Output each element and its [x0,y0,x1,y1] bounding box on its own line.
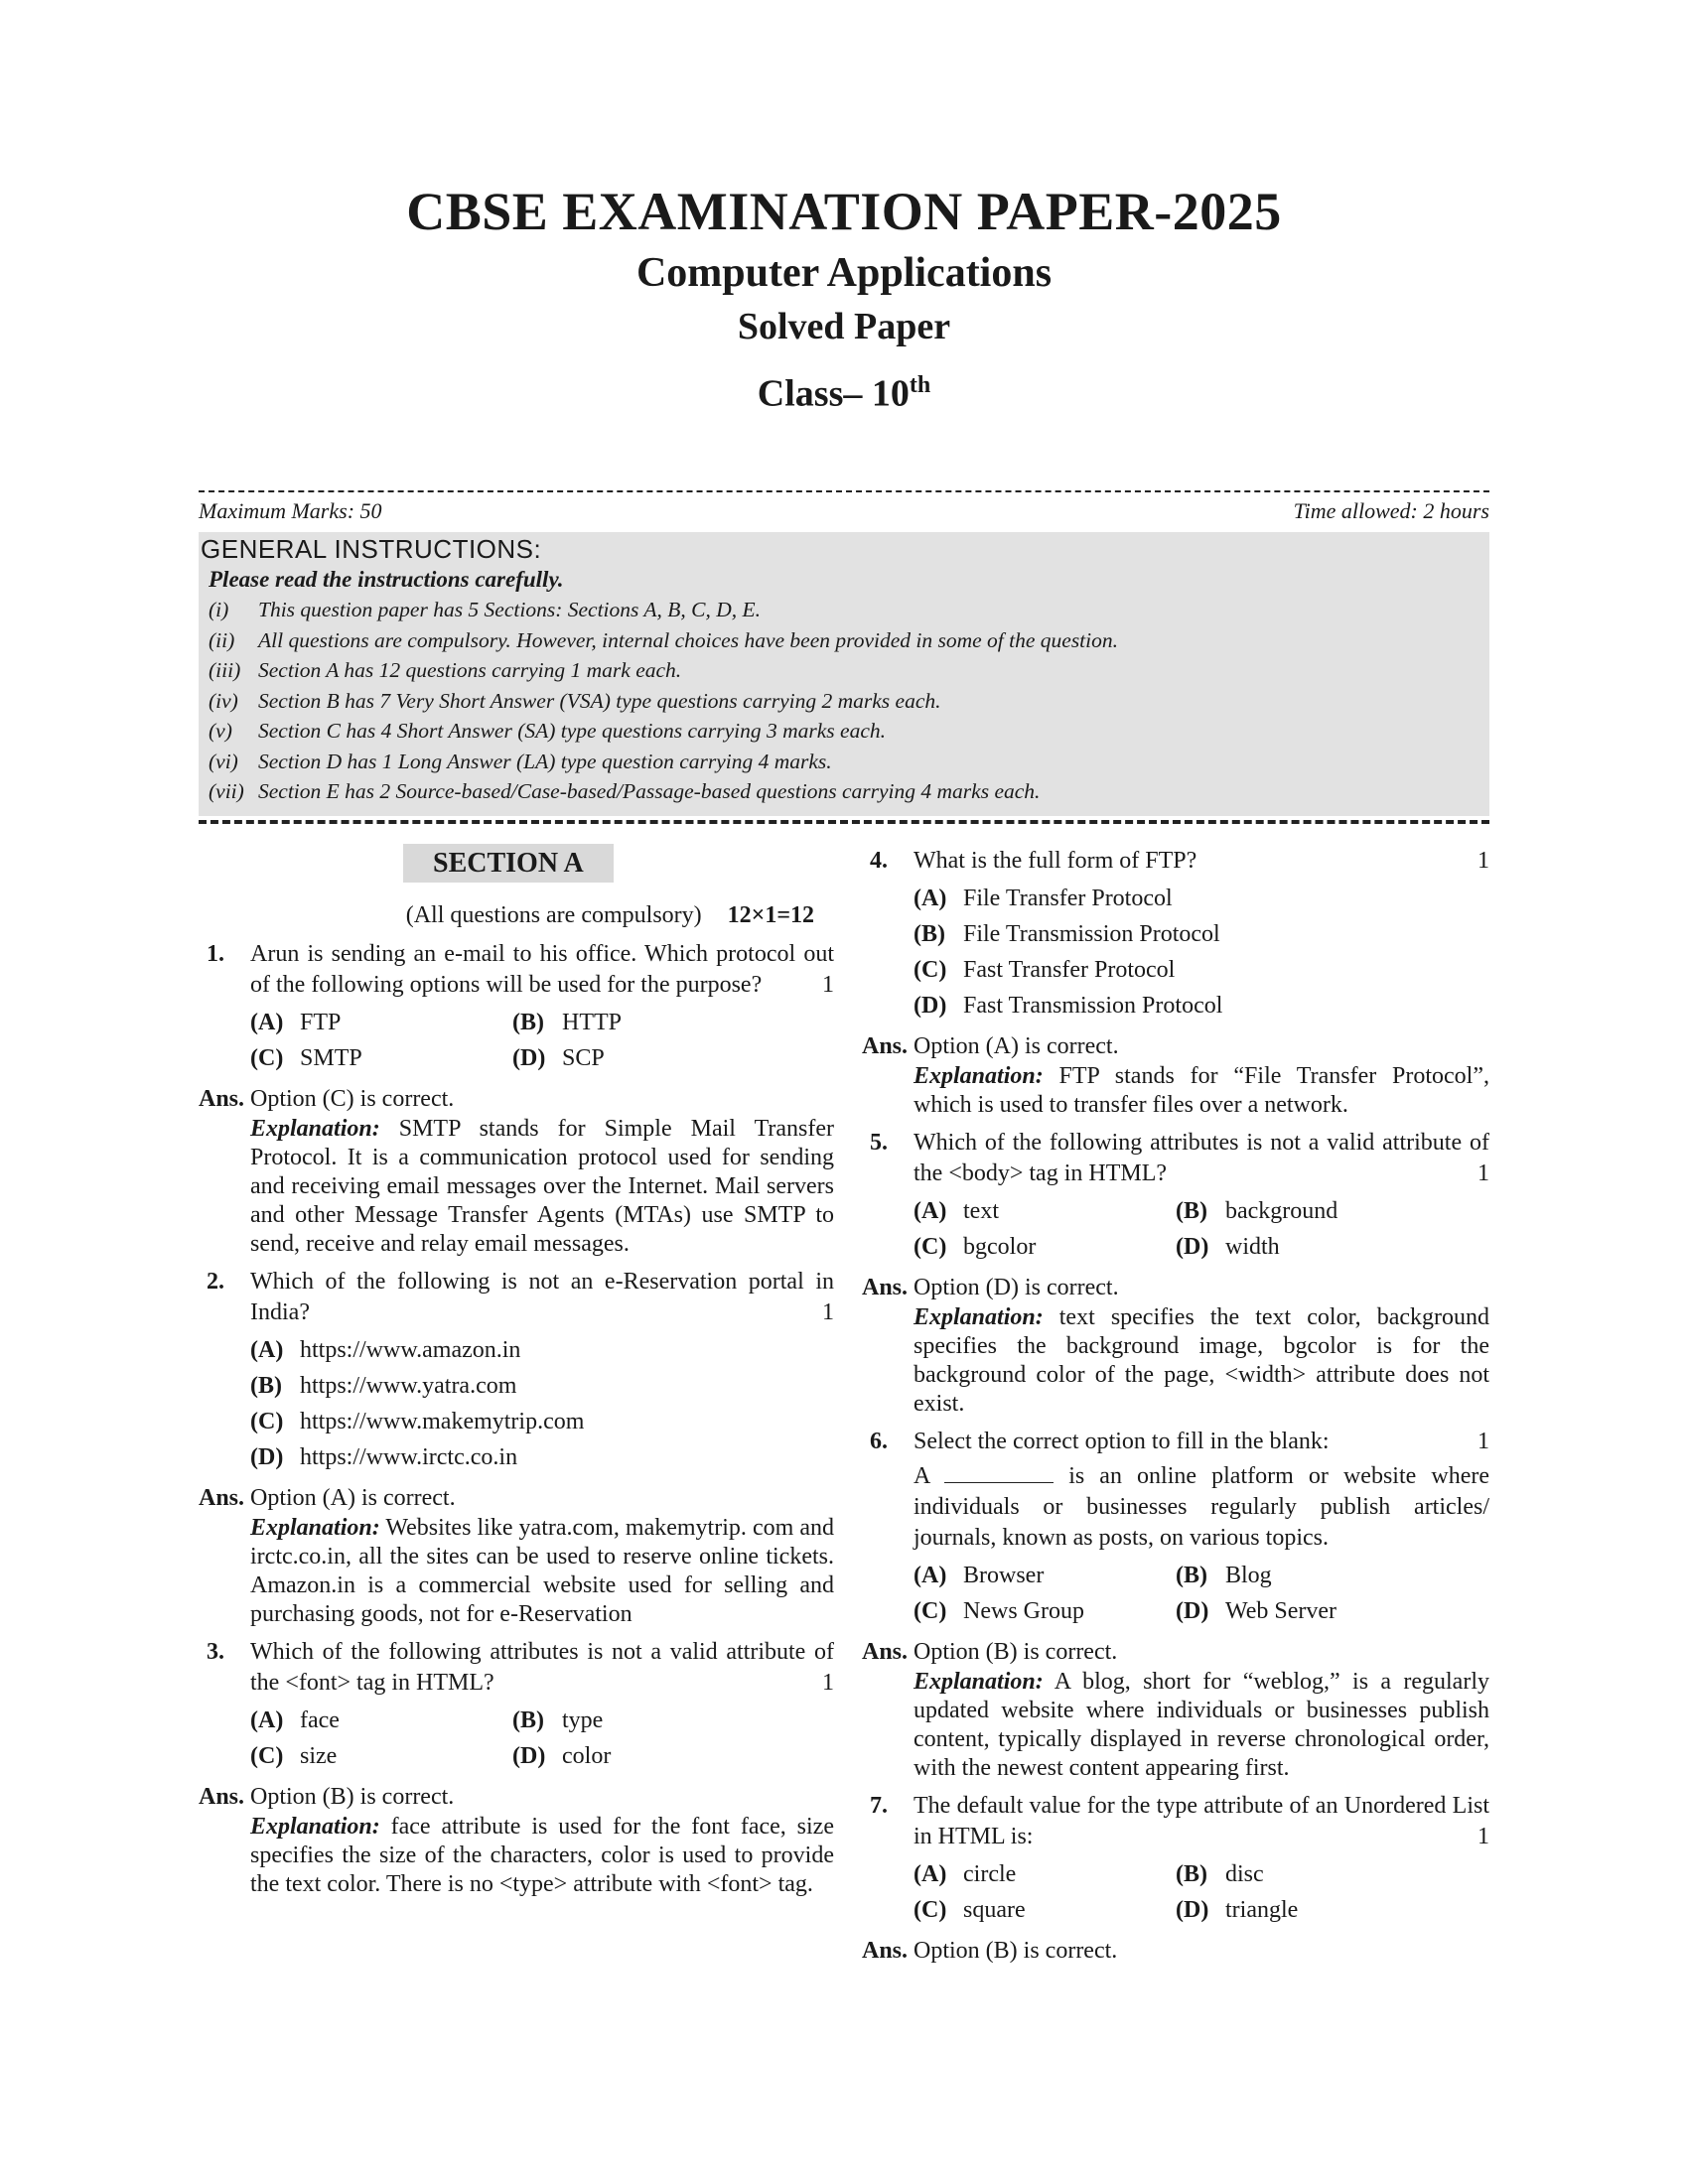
question [862,1427,1489,1629]
question-mark: 1 [1477,848,1489,874]
option-row [914,1856,1489,1892]
option [250,1404,834,1439]
options [250,1703,834,1774]
instruction-item [199,776,1489,807]
option [250,1368,834,1404]
answer-label: Ans. [862,1033,909,1059]
question-text [914,1427,1489,1457]
option [512,1040,774,1076]
option-letter: (D) [512,1045,546,1071]
answer-text: Option (A) is correct. [250,1485,456,1511]
answer-text: Option (D) is correct. [914,1275,1119,1300]
question-body: The default value for the type attribute of an Unordered List in HTML is: [914,1793,1489,1849]
option-text: disc [1225,1861,1264,1887]
question-number: 1. [207,941,224,967]
option-letter: (A) [250,1010,284,1035]
question-mark: 1 [1477,1429,1489,1454]
question-text [250,939,834,1001]
explanation [250,1813,834,1899]
right-column [862,846,1489,1975]
answer-label: Ans. [862,1639,909,1665]
answer [199,1483,834,1629]
option [914,916,1489,952]
option-letter: (B) [1176,1198,1207,1224]
option-letter: (B) [512,1707,544,1733]
question-number: 4. [870,848,888,874]
option-text: News Group [963,1598,1084,1624]
option-text: bgcolor [963,1234,1037,1260]
top-divider [199,490,1489,492]
option [1176,1229,1438,1265]
question [199,1637,834,1774]
question-mark: 1 [822,1670,834,1696]
answer-label: Ans. [199,1086,245,1112]
question-body: What is the full form of FTP? [914,848,1197,874]
option-text: background [1225,1198,1338,1224]
option [914,952,1489,988]
option [914,1558,1176,1593]
option-text: size [300,1743,338,1769]
option-row [250,1005,834,1040]
question-fill-text [914,1461,1489,1554]
instruction-text: Section E has 2 Source-based/Case-based/Passage-based questions carrying 4 marks each. [258,779,1041,803]
option-text: https://www.yatra.com [300,1373,517,1399]
option [914,1593,1176,1629]
section-note-text: (All questions are compulsory) [405,902,702,928]
instructions-read-note: Please read the instructions carefully. [209,567,564,592]
option-row [914,1558,1489,1593]
option-row [250,1703,834,1738]
option [914,1892,1176,1928]
paper-type: Solved Paper [737,306,951,347]
option-row [914,1593,1489,1629]
option [1176,1593,1438,1629]
instruction-number: (v) [209,719,232,743]
question [199,939,834,1076]
options [250,1332,834,1475]
question-mark: 1 [1477,1160,1489,1186]
instruction-item [199,686,1489,717]
question-number: 6. [870,1429,888,1454]
option-letter: (C) [914,957,947,983]
option-letter: (C) [914,1897,947,1923]
question-text [914,846,1489,877]
question [199,1267,834,1475]
option [512,1738,774,1774]
explanation-text: SMTP stands for Simple Mail Transfer Protocol. It is a communication protocol used for sending and receiving email messages over the Internet. Mail servers and other Message Transfer Agents (MTAs) use SMTP to send, receive and relay email messages. [250,1116,835,1257]
instruction-number: (iii) [209,658,241,682]
explanation-text: text specifies the text color, background specifies the background image, bgcolor is for the background color of the page, <width> attribute does not exist. [914,1304,1489,1417]
option [512,1703,774,1738]
question-number: 2. [207,1269,224,1295]
option-letter: (B) [250,1373,282,1399]
question-number: 7. [870,1793,888,1819]
option-text: SCP [562,1045,605,1071]
option-letter: (D) [1176,1598,1209,1624]
option-letter: (D) [914,993,947,1019]
question [862,846,1489,1024]
question [862,1791,1489,1928]
option [1176,1856,1438,1892]
option-text: square [963,1897,1026,1923]
explanation [914,1668,1489,1783]
options [914,1856,1489,1928]
option [250,1332,834,1368]
option-text: HTTP [562,1010,622,1035]
explanation-text: A blog, short for “weblog,” is a regularly updated website where individuals or businesses publish content, typically displayed in reverse chronological order, with the newest content appearing first. [914,1669,1489,1781]
answer-text: Option (B) is correct. [914,1639,1118,1665]
option [1176,1558,1438,1593]
explanation [914,1062,1489,1120]
explanation [250,1514,834,1629]
options [914,1193,1489,1265]
option [250,1005,512,1040]
option-text: Browser [963,1563,1045,1588]
section-marks: 12×1=12 [727,902,814,928]
answer [199,1084,834,1259]
answer-label: Ans. [199,1784,245,1810]
marks-row [199,498,1489,528]
question-mark: 1 [822,1299,834,1325]
option-text: color [562,1743,612,1769]
option-letter: (B) [512,1010,544,1035]
option-text: File Transfer Protocol [963,886,1173,911]
option-letter: (C) [250,1743,284,1769]
instruction-text: Section C has 4 Short Answer (SA) type questions carrying 3 marks each. [258,719,886,743]
option-text: Web Server [1225,1598,1337,1624]
explanation-label: Explanation: [914,1304,1044,1330]
answer [862,1031,1489,1120]
option-row [914,1892,1489,1928]
option [1176,1193,1438,1229]
instructions-list [199,595,1489,807]
option-letter: (A) [250,1707,284,1733]
option [914,881,1489,916]
question-text [914,1791,1489,1852]
instruction-text: All questions are compulsory. However, internal choices have been provided in some of the question. [258,627,1119,652]
fill-text-start: A [914,1463,930,1489]
option [914,988,1489,1024]
option [914,1856,1176,1892]
answer [862,1273,1489,1419]
question-number: 3. [207,1639,224,1665]
option [250,1439,834,1475]
instruction-item [199,625,1489,656]
class-superscript: th [909,372,931,398]
explanation-label: Explanation: [250,1515,380,1541]
option-text: https://www.amazon.in [300,1337,521,1363]
paper-header [0,179,1688,420]
option-text: text [963,1198,999,1224]
explanation-label: Explanation: [250,1116,380,1142]
options [914,881,1489,1024]
option-text: Blog [1225,1563,1272,1588]
options [914,1558,1489,1629]
instruction-item [199,595,1489,625]
fill-blank [944,1482,1054,1483]
option-text: width [1225,1234,1280,1260]
option-text: triangle [1225,1897,1299,1923]
instruction-number: (iv) [209,688,238,713]
option-letter: (A) [250,1337,284,1363]
fill-text-end: is an online platform or website where individuals or businesses regularly publish articles/ journals, known as posts, on various topics. [914,1463,1489,1551]
option-row [914,1229,1489,1265]
option-letter: (C) [250,1045,284,1071]
option-text: Fast Transfer Protocol [963,957,1176,983]
explanation-text: FTP stands for “File Transfer Protocol”, which is used to transfer files over a network. [914,1063,1489,1118]
section-note [199,900,834,931]
instruction-text: Section D has 1 Long Answer (LA) type question carrying 4 marks. [258,749,832,773]
instruction-number: (vii) [209,779,244,803]
option-text: https://www.makemytrip.com [300,1409,585,1434]
option [914,1193,1176,1229]
option-letter: (A) [914,1563,947,1588]
option-row [250,1738,834,1774]
instructions-bottom-divider [199,820,1489,824]
explanation-text: face attribute is used for the font face, size specifies the size of the characters, color is used to provide the text color. There is no <type> attribute with <font> tag. [250,1814,834,1897]
explanation-label: Explanation: [250,1814,380,1840]
option-text: https://www.irctc.co.in [300,1444,518,1470]
option-text: File Transmission Protocol [963,921,1220,947]
option-text: FTP [300,1010,342,1035]
option [250,1738,512,1774]
option [512,1005,774,1040]
option [914,1229,1176,1265]
option-letter: (A) [914,886,947,911]
answer-text: Option (B) is correct. [914,1938,1118,1964]
instruction-text: Section B has 7 Very Short Answer (VSA) type questions carrying 2 marks each. [258,688,941,713]
explanation-label: Explanation: [914,1063,1044,1089]
answer [199,1782,834,1899]
paper-title: CBSE EXAMINATION PAPER-2025 [406,182,1282,241]
instruction-item [199,655,1489,686]
option-text: face [300,1707,340,1733]
explanation [914,1303,1489,1419]
question [862,1128,1489,1265]
instructions-heading: GENERAL INSTRUCTIONS: [201,534,542,564]
question-mark: 1 [1477,1824,1489,1849]
option [1176,1892,1438,1928]
option-text: type [562,1707,604,1733]
option-text: circle [963,1861,1017,1887]
option-letter: (B) [914,921,945,947]
instruction-item [199,716,1489,747]
option-row [250,1040,834,1076]
option-letter: (D) [1176,1234,1209,1260]
question-text [914,1128,1489,1189]
question-body: Which of the following is not an e-Reservation portal in India? [250,1269,834,1325]
option [250,1703,512,1738]
answer-text: Option (B) is correct. [250,1784,455,1810]
class-text: Class– 10 [757,372,910,415]
option-letter: (C) [914,1234,947,1260]
option-row [914,1193,1489,1229]
option-letter: (A) [914,1861,947,1887]
answer-label: Ans. [862,1275,909,1300]
option-letter: (A) [914,1198,947,1224]
subject-title: Computer Applications [635,250,1053,296]
instruction-number: (i) [209,598,229,621]
answer-label: Ans. [199,1485,245,1511]
question-body: Select the correct option to fill in the blank: [914,1429,1330,1454]
option [250,1040,512,1076]
left-column [199,844,834,1907]
option-letter: (B) [1176,1861,1207,1887]
time-allowed: Time allowed: 2 hours [1293,498,1489,523]
answer-text: Option (C) is correct. [250,1086,455,1112]
answer-text: Option (A) is correct. [914,1033,1119,1059]
option-letter: (C) [250,1409,284,1434]
instruction-number: (vi) [209,749,238,773]
question-text [250,1267,834,1328]
options [250,1005,834,1076]
instruction-number: (ii) [209,627,235,652]
instruction-item [199,747,1489,777]
option-letter: (D) [250,1444,284,1470]
question-mark: 1 [822,972,834,998]
class-label [0,359,1688,420]
general-instructions [199,532,1489,816]
instruction-text: Section A has 12 questions carrying 1 mark each. [258,658,682,682]
explanation-label: Explanation: [914,1669,1044,1695]
option-text: SMTP [300,1045,362,1071]
explanation-text: Websites like yatra.com, makemytrip. com and irctc.co.in, all the sites can be used to reserve online tickets. Amazon.in is a commercial website used for selling and purchasing goods, not for e-Reservation [250,1515,835,1627]
explanation [250,1115,834,1259]
question-body: Which of the following attributes is not a valid attribute of the <font> tag in HTML? [250,1639,834,1696]
option-text: Fast Transmission Protocol [963,993,1223,1019]
answer [862,1637,1489,1783]
question-body: Arun is sending an e-mail to his office. Which protocol out of the following options will be used for the purpose? [250,941,834,998]
question-body: Which of the following attributes is not a valid attribute of the <body> tag in HTML? [914,1130,1489,1186]
max-marks: Maximum Marks: 50 [199,498,382,523]
option-letter: (C) [914,1598,947,1624]
answer-label: Ans. [862,1938,909,1964]
option-letter: (B) [1176,1563,1207,1588]
option-letter: (D) [512,1743,546,1769]
answer [862,1936,1489,1967]
question-number: 5. [870,1130,888,1156]
section-title: SECTION A [403,844,614,883]
question-text [250,1637,834,1699]
instruction-text: This question paper has 5 Sections: Sections A, B, C, D, E. [258,598,762,621]
option-letter: (D) [1176,1897,1209,1923]
